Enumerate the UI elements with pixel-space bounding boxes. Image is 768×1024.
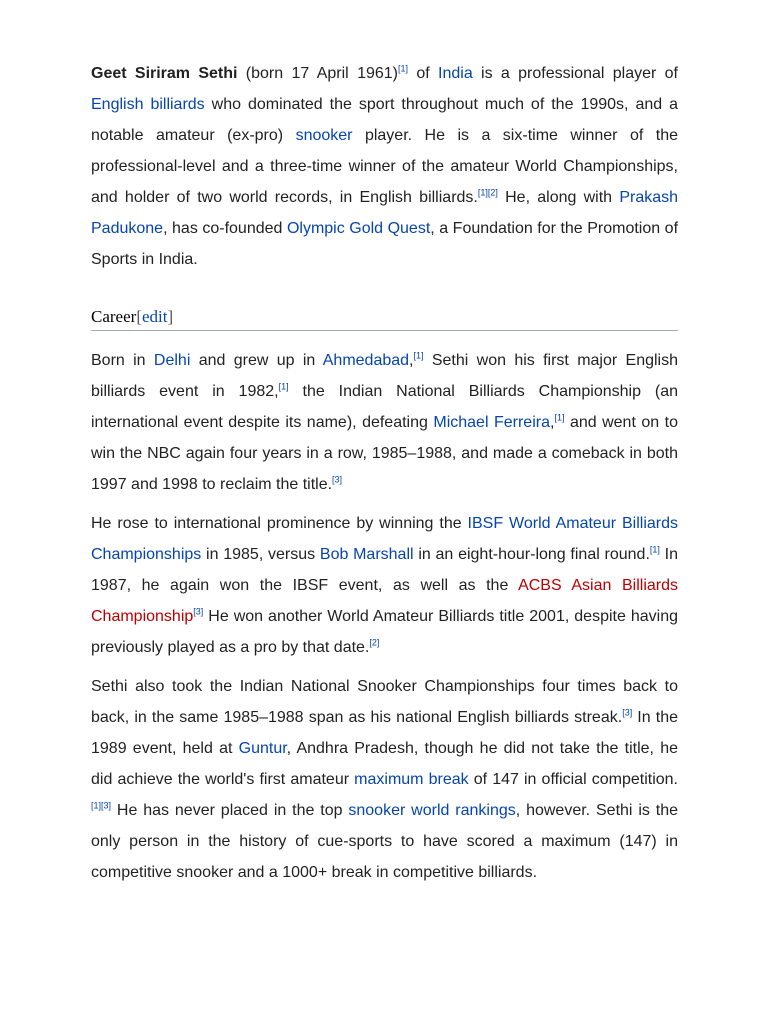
article-body [91, 58, 678, 896]
reference-link[interactable]: [1] [649, 544, 660, 555]
reference [193, 607, 203, 617]
link-maximum-break[interactable]: maximum break [354, 771, 469, 788]
text: , a Foundation for the Promotion of Sports in India. [91, 220, 679, 268]
text: and went on to win the NBC again four years in a row, 1985–1988, and made a comeback in both 1997 and 1998 to reclaim the title. [91, 414, 678, 493]
link-snooker[interactable]: snooker [295, 127, 353, 144]
text: is a professional player of [472, 65, 679, 82]
reference [398, 64, 408, 74]
text: He rose to international prominence by winning the [91, 515, 468, 532]
link-india[interactable]: India [438, 65, 473, 82]
reference-link[interactable]: [2] [487, 187, 498, 198]
text: in 1985, versus [201, 546, 320, 563]
reference [478, 188, 498, 198]
reference-link[interactable]: [1] [477, 187, 488, 198]
reference [332, 475, 342, 485]
career-paragraph-3 [91, 671, 678, 888]
edit-bracket-close: ] [167, 307, 174, 326]
edit-bracket-open: [ [136, 307, 142, 326]
link-delhi[interactable]: Delhi [153, 352, 191, 369]
reference-link[interactable]: [3] [332, 474, 343, 485]
text: , [550, 414, 555, 431]
text: of 147 in official competition. [468, 771, 678, 788]
reference [554, 413, 564, 423]
reference-link[interactable]: [2] [369, 637, 380, 648]
reference-link[interactable]: [1] [413, 350, 424, 361]
text: In 1987, he again won the IBSF event, as well as the [91, 546, 679, 594]
reference-link[interactable]: [3] [193, 606, 204, 617]
reference-link[interactable]: [3] [101, 800, 112, 811]
link-prakash-padukone[interactable]: Prakash Padukone [91, 189, 679, 237]
reference-link[interactable]: [1] [398, 63, 409, 74]
link-olympic-gold-quest[interactable]: Olympic Gold Quest [286, 220, 431, 237]
link-ibsf-world-amateur-billiards[interactable]: IBSF World Amateur Billiards Championships [91, 515, 678, 563]
reference [650, 545, 660, 555]
link-bob-marshall[interactable]: Bob Marshall [319, 546, 414, 563]
text: He, along with [497, 189, 620, 206]
reference [622, 708, 632, 718]
text: in an eight-hour-long final round. [413, 546, 650, 563]
section-heading-career [91, 304, 678, 331]
text: , Andhra Pradesh, though he did not take the title, he did achieve the world's first amateur [91, 740, 678, 788]
text: He has never placed in the top [111, 802, 349, 819]
reference [414, 351, 424, 361]
text: Sethi won his first major English billiards event in 1982, [91, 352, 679, 400]
link-acbs-asian-billiards-championship[interactable]: ACBS Asian Billiards Championship [91, 577, 678, 625]
career-paragraph-2 [91, 508, 678, 663]
text: Sethi also took the Indian National Snooker Championships four times back to back, in the same 1985–1988 span as his national English billiards streak. [91, 678, 678, 726]
reference-link[interactable]: [1] [278, 381, 289, 392]
reference [279, 382, 289, 392]
reference-link[interactable]: [1] [91, 800, 102, 811]
reference [369, 638, 379, 648]
text: He won another World Amateur Billiards title 2001, despite having previously played as a pro by that date. [91, 608, 678, 656]
link-snooker-world-rankings[interactable]: snooker world rankings [348, 802, 516, 819]
text: who dominated the sport throughout much of the 1990s, and a notable amateur (ex-pro) [91, 96, 678, 144]
career-paragraph-1 [91, 345, 678, 500]
edit-section-link[interactable]: edit [141, 307, 168, 326]
text: (born 17 April 1961) [237, 65, 398, 82]
text: , [409, 352, 414, 369]
text: and grew up in [190, 352, 323, 369]
reference-link[interactable]: [1] [554, 412, 565, 423]
link-michael-ferreira[interactable]: Michael Ferreira [433, 414, 550, 431]
link-english-billiards[interactable]: English billiards [91, 96, 205, 113]
text: of [408, 65, 439, 82]
link-guntur[interactable]: Guntur [238, 740, 287, 757]
text: In the 1989 event, held at [91, 709, 679, 757]
text: the Indian National Billiards Championship (an international event despite its name), defeating [91, 383, 678, 431]
text: Born in [91, 352, 154, 369]
reference [91, 801, 111, 811]
text: player. He is a six-time winner of the professional-level and a three-time winner of the amateur World Championships, and holder of two world records, in English billiards. [91, 127, 679, 206]
intro-paragraph [91, 58, 678, 275]
subject-name: Geet Siriram Sethi [91, 65, 238, 82]
text: , has co-founded [163, 220, 287, 237]
section-title: Career [91, 307, 137, 326]
reference-link[interactable]: [3] [622, 707, 633, 718]
link-ahmedabad[interactable]: Ahmedabad [322, 352, 410, 369]
text: , however. Sethi is the only person in the history of cue-sports to have scored a maximum (147) in competitive snooker and a 1000+ break in competitive billiards. [91, 802, 679, 881]
